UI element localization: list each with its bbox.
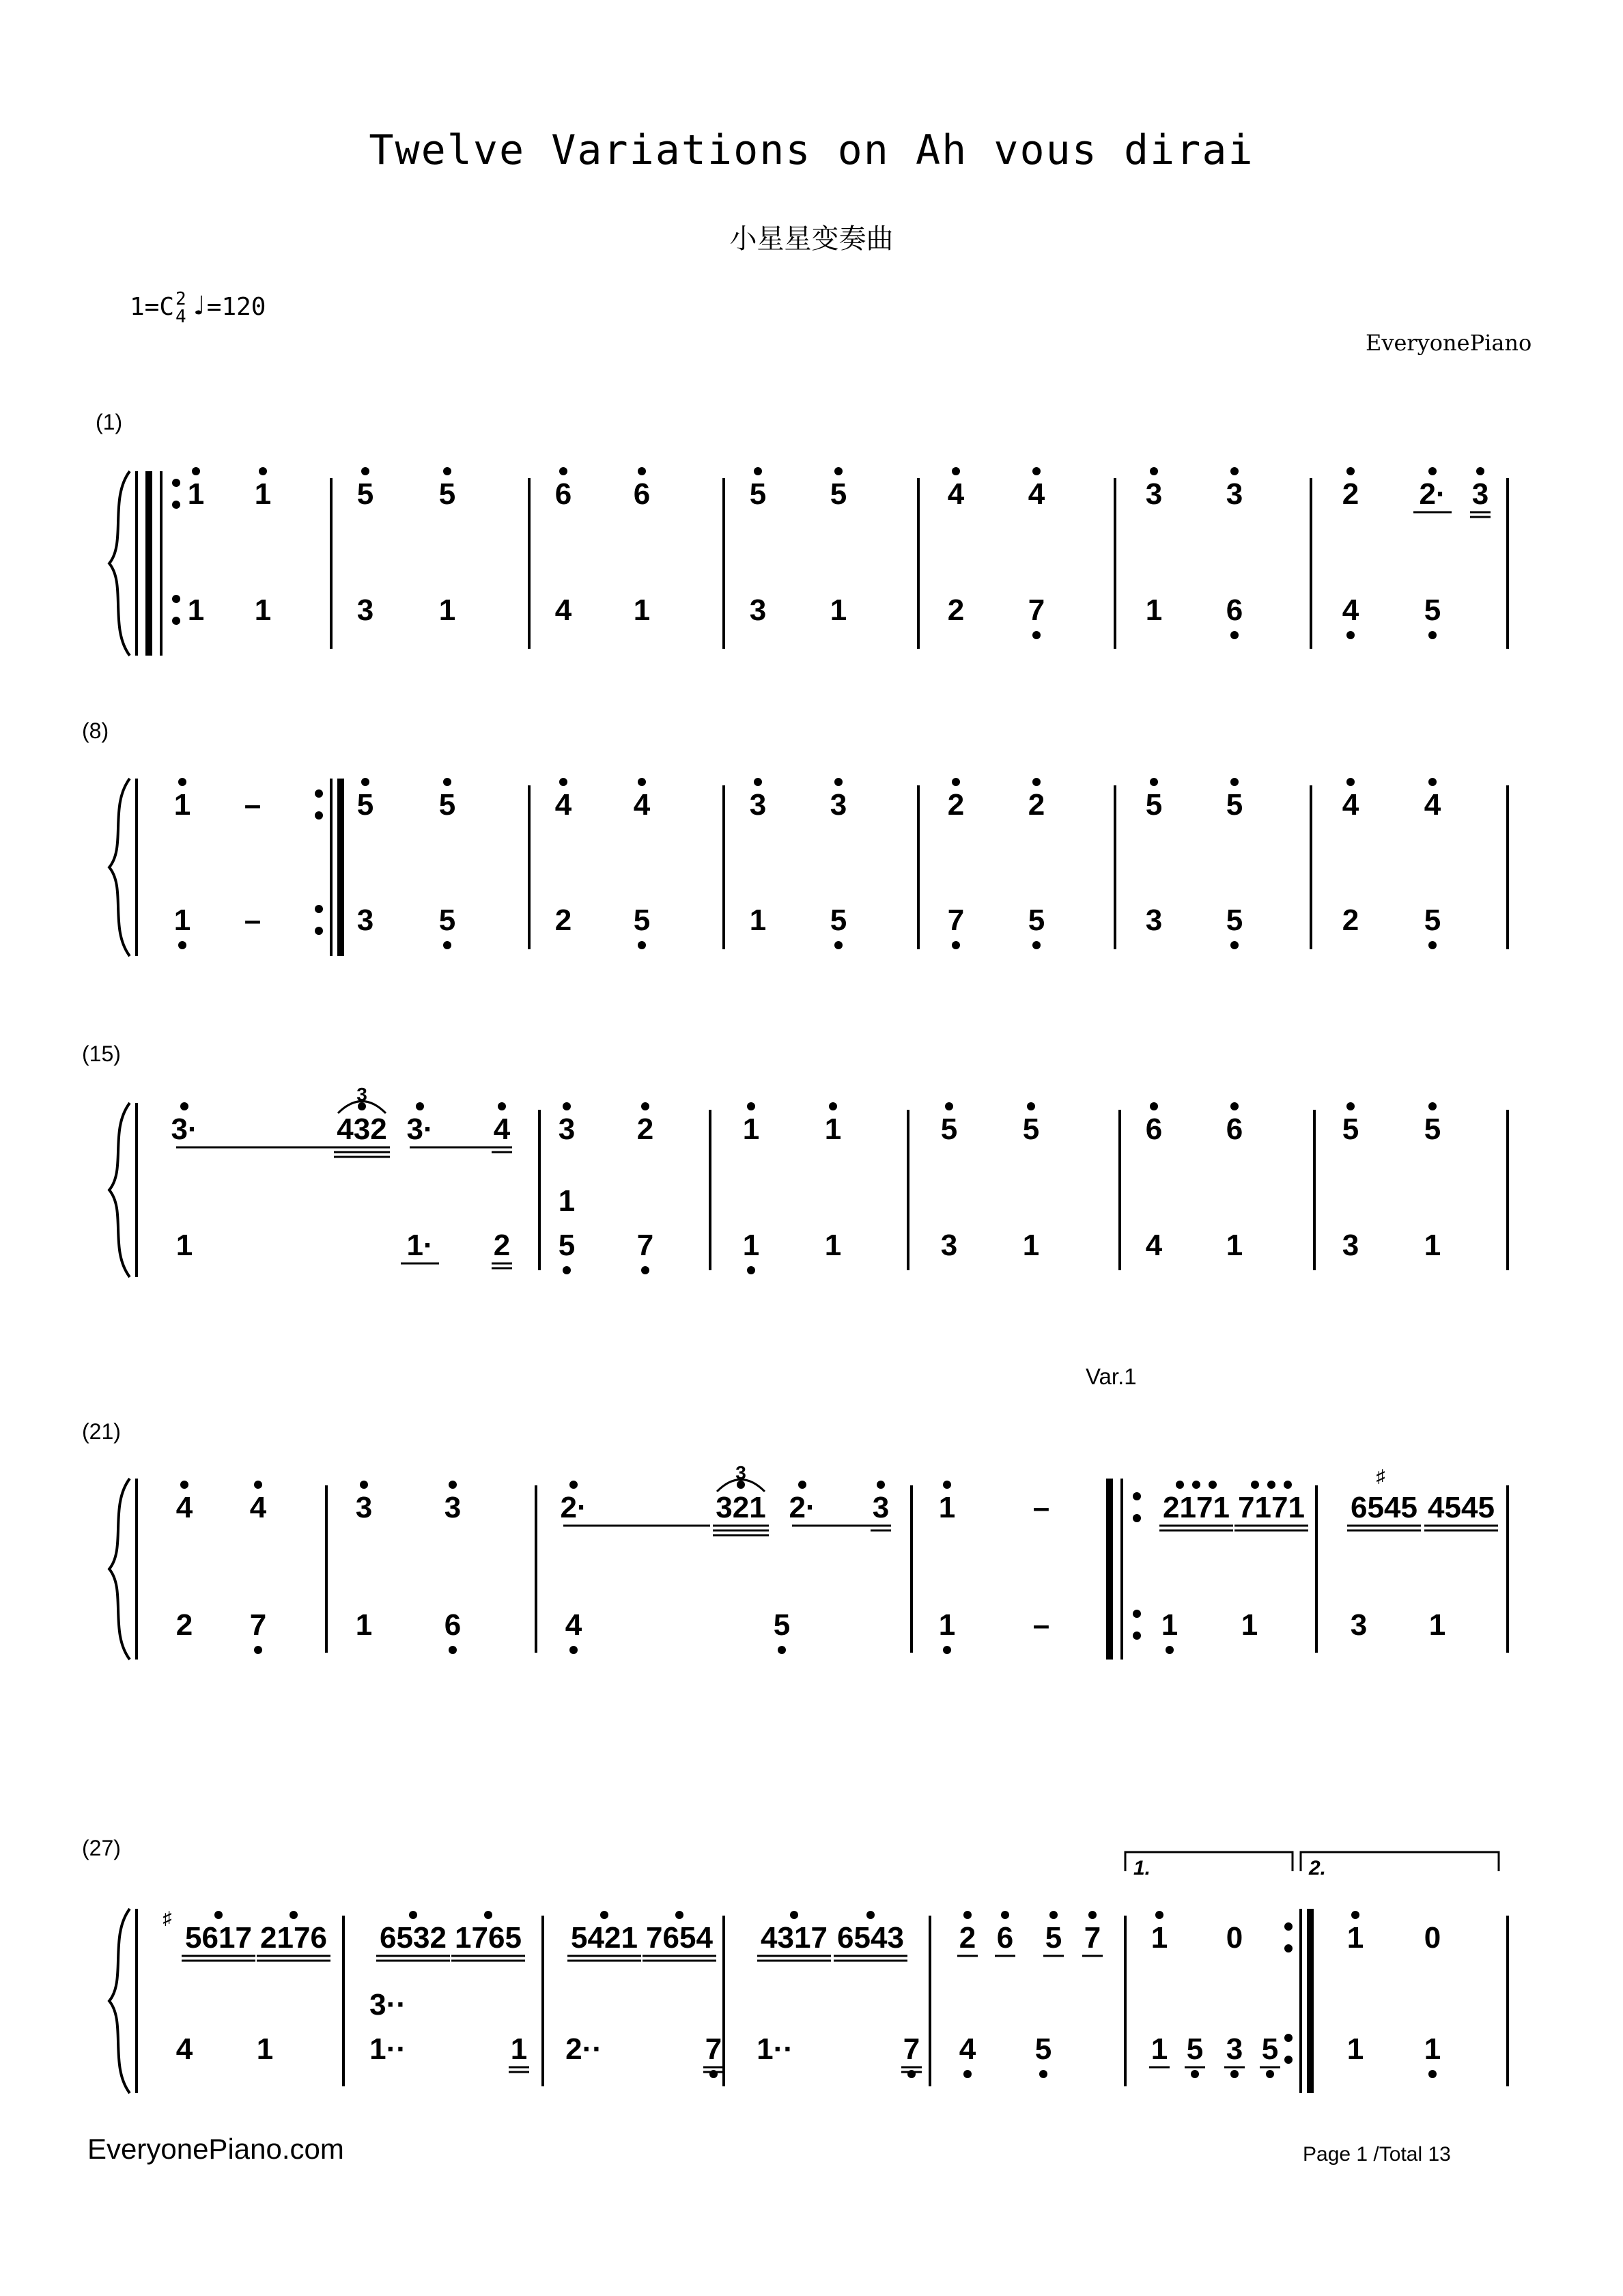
- note-lower: 1: [1346, 2032, 1364, 2066]
- note-lower: 1: [749, 904, 767, 937]
- octave-dot: [1049, 1911, 1058, 1919]
- note-lower: 1: [633, 593, 651, 627]
- note-upper: 4: [633, 788, 651, 822]
- note-upper: 4: [1424, 788, 1441, 822]
- octave-dot: [1192, 1481, 1200, 1489]
- octave-dot: [834, 778, 843, 786]
- octave-dot: [1001, 1911, 1009, 1919]
- note-upper: 1: [938, 1491, 956, 1524]
- note-upper: 2: [959, 1921, 976, 1955]
- note-upper: 6: [1226, 1112, 1243, 1146]
- note-lower: 1: [1226, 1229, 1243, 1262]
- octave-dot: [1032, 778, 1041, 786]
- note-upper: 0: [1424, 1921, 1441, 1955]
- note-upper: 3: [830, 788, 847, 822]
- note-upper: 5: [1226, 788, 1243, 822]
- time-numerator: 2: [175, 289, 186, 309]
- octave-dot: [449, 1646, 457, 1654]
- octave-dot: [877, 1481, 885, 1489]
- note-lower: 1: [438, 593, 456, 627]
- note-lower: 7: [903, 2032, 920, 2066]
- octave-dot: [963, 1911, 972, 1919]
- note-upper: 4: [1342, 788, 1359, 822]
- measure-number: (27): [82, 1836, 121, 1860]
- repeat-dot: [1133, 1632, 1141, 1640]
- repeat-dot: [172, 501, 180, 509]
- note-upper: 2176: [260, 1921, 327, 1955]
- octave-dot: [1346, 1102, 1355, 1110]
- octave-dot: [192, 467, 200, 475]
- note-upper: 4: [947, 477, 965, 511]
- octave-dot: [1266, 2070, 1274, 2078]
- octave-dot: [641, 1266, 649, 1274]
- octave-dot: [1351, 1911, 1359, 1919]
- note-lower: –: [244, 904, 262, 937]
- note-lower: 5: [1028, 904, 1045, 937]
- note-upper: 1: [187, 477, 205, 511]
- note-upper: 5: [1022, 1112, 1040, 1146]
- note-lower: 7: [705, 2032, 722, 2066]
- note-upper: 1: [824, 1112, 842, 1146]
- octave-dot: [569, 1481, 578, 1489]
- octave-dot: [1155, 1911, 1163, 1919]
- octave-dot: [1284, 1481, 1292, 1489]
- note-lower: 4: [1145, 1229, 1163, 1262]
- octave-dot: [754, 778, 762, 786]
- note-upper: 6545: [1351, 1491, 1417, 1524]
- volta-2-label: 2.: [1309, 1857, 1327, 1879]
- note-lower: 1: [742, 1229, 760, 1262]
- note-upper: 5: [356, 788, 374, 822]
- note-upper: 5: [1342, 1112, 1359, 1146]
- note-upper: 3: [749, 788, 767, 822]
- note-lower: 5: [1424, 593, 1441, 627]
- octave-dot: [1428, 941, 1437, 949]
- note-upper: 2·: [789, 1491, 816, 1524]
- octave-dot: [1150, 1102, 1158, 1110]
- note-upper: 5: [749, 477, 767, 511]
- octave-dot: [952, 778, 960, 786]
- octave-dot: [290, 1911, 298, 1919]
- note-lower: 1·: [406, 1229, 434, 1262]
- note-lower: 3: [1226, 2032, 1243, 2066]
- note-upper: 1765: [455, 1921, 522, 1955]
- repeat-dot: [1133, 1610, 1141, 1618]
- octave-dot: [1032, 467, 1041, 475]
- note-lower: 5: [830, 904, 847, 937]
- note-upper: 2·: [1419, 477, 1446, 511]
- octave-dot: [641, 1102, 649, 1110]
- note-upper: 5: [940, 1112, 958, 1146]
- note-lower: 1: [175, 1229, 193, 1262]
- note-lower: 7: [1028, 593, 1045, 627]
- variation-label: Var.1: [1086, 1364, 1137, 1389]
- octave-dot: [945, 1102, 953, 1110]
- note-upper: 7654: [646, 1921, 713, 1955]
- octave-dot: [1428, 467, 1437, 475]
- octave-dot: [1476, 467, 1484, 475]
- note-upper: 1: [1346, 1921, 1364, 1955]
- note-lower: 1: [938, 1608, 956, 1642]
- measure-number: (21): [82, 1419, 121, 1444]
- octave-dot: [180, 1481, 188, 1489]
- note-lower: 4: [175, 2032, 193, 2066]
- tuplet-number: 3: [735, 1462, 746, 1483]
- grand-staff-brace: [109, 471, 130, 656]
- note-upper: 2: [947, 788, 965, 822]
- note-upper: 4317: [761, 1921, 828, 1955]
- note-lower: 3··: [369, 1988, 406, 2021]
- repeat-dot: [1284, 1944, 1293, 1952]
- octave-dot: [1230, 631, 1239, 639]
- note-upper: 3: [1226, 477, 1243, 511]
- note-upper: 4545: [1428, 1491, 1495, 1524]
- footer-site: EveryonePiano.com: [87, 2133, 344, 2165]
- note-upper: 4: [554, 788, 572, 822]
- note-lower: 1: [1428, 1608, 1446, 1642]
- octave-dot: [484, 1911, 492, 1919]
- octave-dot: [600, 1911, 608, 1919]
- note-lower: 3: [1350, 1608, 1368, 1642]
- note-lower: 5: [1186, 2032, 1204, 2066]
- note-upper: 5: [830, 477, 847, 511]
- octave-dot: [214, 1911, 223, 1919]
- octave-dot: [638, 467, 646, 475]
- note-upper: 5: [356, 477, 374, 511]
- note-upper: 6: [1145, 1112, 1163, 1146]
- note-lower: 1: [824, 1229, 842, 1262]
- repeat-dot: [315, 789, 323, 798]
- octave-dot: [559, 778, 567, 786]
- octave-dot: [409, 1911, 417, 1919]
- grand-staff-brace: [109, 1479, 130, 1660]
- note-upper: 5: [1145, 788, 1163, 822]
- footer-page-number: Page 1 /Total 13: [1303, 2143, 1451, 2166]
- octave-dot: [1027, 1102, 1035, 1110]
- octave-dot: [638, 941, 646, 949]
- note-lower: 1: [254, 593, 272, 627]
- octave-dot: [361, 467, 369, 475]
- note-lower: 4: [565, 1608, 582, 1642]
- note-lower: 1: [1424, 2032, 1441, 2066]
- octave-dot: [866, 1911, 875, 1919]
- octave-dot: [1209, 1481, 1217, 1489]
- octave-dot: [1428, 778, 1437, 786]
- note-lower: 1: [510, 2032, 528, 2066]
- octave-dot: [943, 1646, 951, 1654]
- octave-dot: [180, 1102, 188, 1110]
- measure-number: (1): [96, 410, 123, 434]
- octave-dot: [569, 1646, 578, 1654]
- note-lower: 4: [959, 2032, 976, 2066]
- octave-dot: [1166, 1646, 1174, 1654]
- note-lower: 1: [1424, 1229, 1441, 1262]
- score-subtitle: 小星星变奏曲: [729, 223, 894, 255]
- measure-number: (15): [82, 1041, 121, 1066]
- note-upper: 7171: [1238, 1491, 1305, 1524]
- note-upper: 3: [444, 1491, 462, 1524]
- note-lower: 2: [493, 1229, 511, 1262]
- octave-dot: [1267, 1481, 1275, 1489]
- sharp-accidental: ♯: [1376, 1466, 1385, 1486]
- tuplet-number: 3: [356, 1084, 367, 1105]
- note-upper: 1: [173, 788, 191, 822]
- note-lower: 1: [830, 593, 847, 627]
- note-upper: 3: [1145, 477, 1163, 511]
- tempo-value: =120: [206, 293, 266, 321]
- note-upper: 3: [872, 1491, 890, 1524]
- note-upper: 2: [1028, 788, 1045, 822]
- octave-dot: [254, 1646, 262, 1654]
- repeat-dot: [1133, 1514, 1141, 1522]
- note-lower: 5: [1034, 2032, 1052, 2066]
- note-upper: 6532: [380, 1921, 447, 1955]
- octave-dot: [1230, 2070, 1239, 2078]
- note-lower: 4: [554, 593, 572, 627]
- note-lower: 1: [187, 593, 205, 627]
- octave-dot: [675, 1911, 683, 1919]
- octave-dot: [1191, 2070, 1199, 2078]
- note-upper: 5: [1424, 1112, 1441, 1146]
- octave-dot: [1346, 778, 1355, 786]
- note-upper: 321: [716, 1491, 766, 1524]
- octave-dot: [1230, 1102, 1239, 1110]
- note-lower: 1: [173, 904, 191, 937]
- note-lower: 3: [356, 904, 374, 937]
- repeat-dot: [315, 927, 323, 935]
- note-lower: 6: [1226, 593, 1243, 627]
- repeat-dot: [1284, 1922, 1293, 1931]
- note-lower: 3: [356, 593, 374, 627]
- octave-dot: [638, 778, 646, 786]
- grand-staff-brace: [109, 1103, 130, 1277]
- octave-dot: [361, 778, 369, 786]
- octave-dot: [498, 1102, 506, 1110]
- note-upper: 5617: [185, 1921, 252, 1955]
- note-lower: 3: [1145, 904, 1163, 937]
- note-lower: –: [1032, 1608, 1050, 1642]
- octave-dot: [1428, 1102, 1437, 1110]
- octave-dot: [834, 467, 843, 475]
- score-title: Twelve Variations on Ah vous dirai: [369, 126, 1254, 174]
- note-lower: 1: [1151, 2032, 1168, 2066]
- octave-dot: [443, 941, 451, 949]
- octave-dot: [559, 467, 567, 475]
- note-upper: 3·: [171, 1112, 198, 1146]
- note-upper: 1: [254, 477, 272, 511]
- note-upper: 4: [175, 1491, 193, 1524]
- note-lower: 1: [256, 2032, 274, 2066]
- repeat-dot: [1133, 1492, 1141, 1500]
- note-upper: 4: [249, 1491, 267, 1524]
- note-lower: 1: [558, 1184, 576, 1218]
- octave-dot: [259, 467, 267, 475]
- note-upper: 6: [996, 1921, 1014, 1955]
- note-upper: 1: [1151, 1921, 1168, 1955]
- note-lower: 3: [749, 593, 767, 627]
- octave-dot: [178, 778, 186, 786]
- note-lower: 2: [554, 904, 572, 937]
- octave-dot: [943, 1481, 951, 1489]
- octave-dot: [449, 1481, 457, 1489]
- octave-dot: [1346, 631, 1355, 639]
- note-lower: 1: [355, 1608, 373, 1642]
- note-lower: 7: [947, 904, 965, 937]
- note-upper: 2171: [1163, 1491, 1230, 1524]
- note-upper: 6: [633, 477, 651, 511]
- octave-dot: [790, 1911, 798, 1919]
- note-upper: 3: [355, 1491, 373, 1524]
- note-upper: –: [1032, 1491, 1050, 1524]
- note-lower: 2: [947, 593, 965, 627]
- note-lower: 1··: [757, 2032, 793, 2066]
- note-upper: 6: [554, 477, 572, 511]
- octave-dot: [1230, 467, 1239, 475]
- octave-dot: [1251, 1481, 1259, 1489]
- repeat-dot: [172, 617, 180, 625]
- octave-dot: [1230, 778, 1239, 786]
- note-upper: 4: [493, 1112, 511, 1146]
- note-lower: 2··: [565, 2032, 602, 2066]
- note-lower: 5: [438, 904, 456, 937]
- repeat-dot: [1284, 2034, 1293, 2042]
- note-upper: 3: [1471, 477, 1489, 511]
- repeat-dot: [1284, 2056, 1293, 2064]
- octave-dot: [1230, 941, 1239, 949]
- octave-dot: [952, 941, 960, 949]
- octave-dot: [963, 2070, 972, 2078]
- octave-dot: [952, 467, 960, 475]
- note-lower: 5: [773, 1608, 791, 1642]
- note-lower: 1: [1241, 1608, 1258, 1642]
- octave-dot: [254, 1481, 262, 1489]
- note-upper: 5: [1045, 1921, 1062, 1955]
- repeat-dot: [172, 595, 180, 603]
- octave-dot: [1032, 941, 1041, 949]
- grand-staff-brace: [109, 779, 130, 956]
- octave-dot: [747, 1102, 755, 1110]
- note-upper: 1: [742, 1112, 760, 1146]
- note-lower: 5: [1261, 2032, 1279, 2066]
- time-denominator: 4: [175, 307, 186, 327]
- note-upper: 2: [1342, 477, 1359, 511]
- note-lower: 2: [1342, 904, 1359, 937]
- note-upper: 5421: [571, 1921, 638, 1955]
- key-signature: 1=C: [130, 293, 175, 321]
- measure-number: (8): [82, 718, 109, 743]
- note-lower: 5: [633, 904, 651, 937]
- note-lower: 5: [1226, 904, 1243, 937]
- octave-dot: [563, 1266, 571, 1274]
- octave-dot: [1032, 631, 1041, 639]
- note-lower: 4: [1342, 593, 1359, 627]
- quarter-note-icon: ♩: [190, 290, 207, 322]
- note-lower: 3: [940, 1229, 958, 1262]
- note-lower: 1: [1022, 1229, 1040, 1262]
- volta-2-bracket: [1301, 1852, 1499, 1871]
- octave-dot: [360, 1481, 368, 1489]
- sharp-accidental: ♯: [163, 1907, 172, 1928]
- note-upper: 2: [636, 1112, 654, 1146]
- note-lower: 7: [249, 1608, 267, 1642]
- note-upper: 3: [558, 1112, 576, 1146]
- octave-dot: [1428, 631, 1437, 639]
- note-upper: –: [244, 788, 262, 822]
- octave-dot: [1150, 778, 1158, 786]
- note-upper: 3·: [406, 1112, 434, 1146]
- octave-dot: [798, 1481, 806, 1489]
- octave-dot: [829, 1102, 837, 1110]
- volta-1-label: 1.: [1133, 1857, 1151, 1879]
- octave-dot: [1346, 467, 1355, 475]
- octave-dot: [1039, 2070, 1047, 2078]
- note-upper: 5: [438, 477, 456, 511]
- note-lower: 7: [636, 1229, 654, 1262]
- note-upper: 2·: [560, 1491, 587, 1524]
- note-upper: 7: [1084, 1921, 1101, 1955]
- note-upper: 4: [1028, 477, 1045, 511]
- note-upper: 6543: [837, 1921, 904, 1955]
- octave-dot: [443, 467, 451, 475]
- octave-dot: [563, 1102, 571, 1110]
- note-lower: 5: [1424, 904, 1441, 937]
- note-upper: 0: [1226, 1921, 1243, 1955]
- note-lower: 6: [444, 1608, 462, 1642]
- note-lower: 1: [1145, 593, 1163, 627]
- credit-text: EveryonePiano: [1366, 330, 1532, 356]
- octave-dot: [178, 941, 186, 949]
- note-lower: 1··: [369, 2032, 406, 2066]
- note-lower: 1: [1161, 1608, 1179, 1642]
- grand-staff-brace: [109, 1909, 130, 2093]
- octave-dot: [747, 1266, 755, 1274]
- octave-dot: [1176, 1481, 1184, 1489]
- octave-dot: [1150, 467, 1158, 475]
- note-lower: 3: [1342, 1229, 1359, 1262]
- octave-dot: [1088, 1911, 1097, 1919]
- repeat-dot: [315, 811, 323, 820]
- octave-dot: [443, 778, 451, 786]
- octave-dot: [754, 467, 762, 475]
- note-upper: 5: [438, 788, 456, 822]
- note-lower: 5: [558, 1229, 576, 1262]
- octave-dot: [1428, 2070, 1437, 2078]
- note-upper: 432: [337, 1112, 387, 1146]
- note-lower: 2: [175, 1608, 193, 1642]
- repeat-dot: [172, 479, 180, 487]
- octave-dot: [778, 1646, 786, 1654]
- repeat-dot: [315, 905, 323, 913]
- octave-dot: [416, 1102, 424, 1110]
- octave-dot: [834, 941, 843, 949]
